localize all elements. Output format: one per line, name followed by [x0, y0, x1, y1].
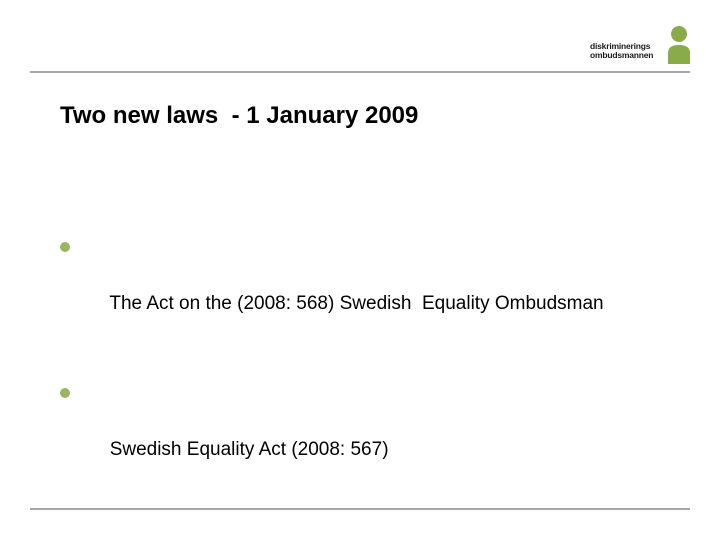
- bottom-divider: [30, 508, 690, 510]
- bullet-dot-icon: [60, 388, 70, 398]
- logo-wordmark: [590, 42, 653, 60]
- bullet-list: [60, 234, 604, 526]
- bullet-dot-icon: [60, 242, 70, 252]
- logo: [590, 26, 692, 66]
- bullet-text: Swedish Equality Act (2008: 567): [109, 439, 389, 460]
- top-divider: [30, 71, 690, 73]
- bullet-text: The Act on the (2008: 568) Swedish Equality Ombudsman: [109, 293, 604, 314]
- slide-title: Two new laws - 1 January 2009: [60, 102, 419, 129]
- logo-line-1: diskriminerings: [590, 41, 651, 51]
- list-item: [60, 380, 604, 492]
- logo-line-2: ombudsmannen: [590, 50, 654, 60]
- list-item: [60, 234, 604, 346]
- person-icon: [668, 26, 690, 64]
